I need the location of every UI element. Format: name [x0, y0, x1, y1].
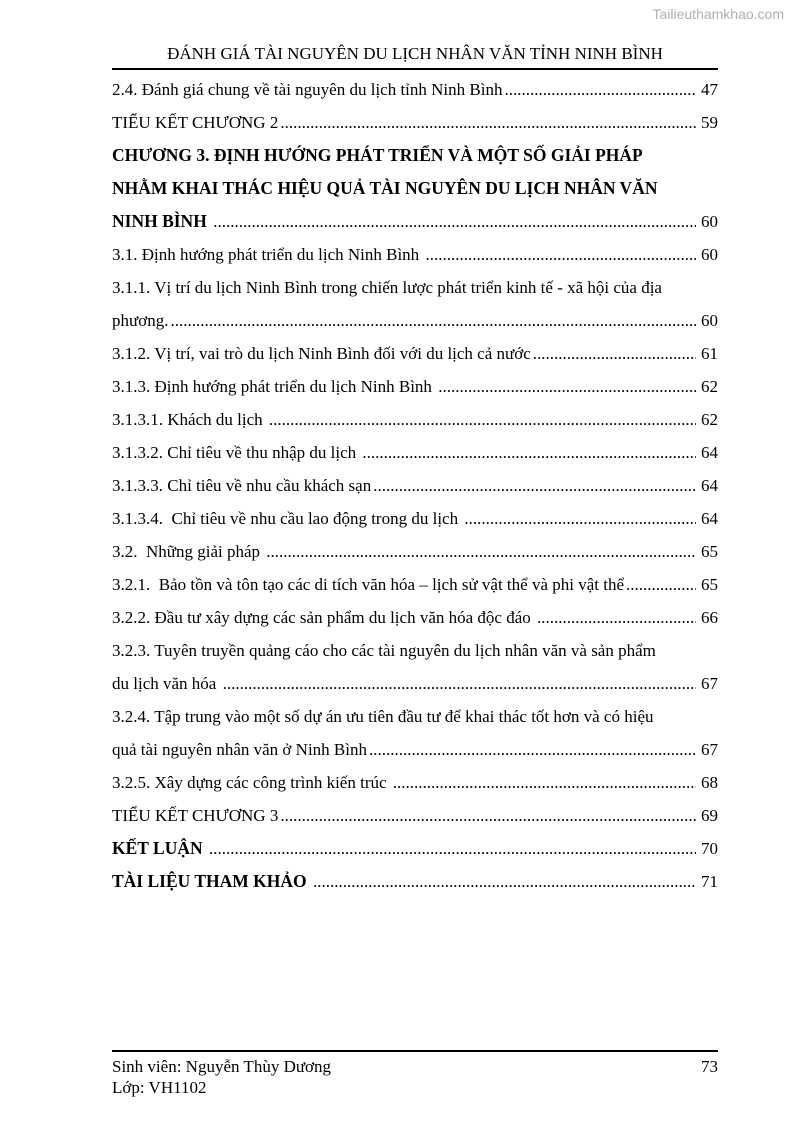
dot-leader [170, 304, 696, 337]
toc-page-number: 61 [701, 344, 718, 363]
dot-leader [213, 205, 696, 238]
toc-page-number: 60 [701, 311, 718, 330]
toc-entry-text: 3.1.2. Vị trí, vai trò du lịch Ninh Bình đối với du lịch cả nước [112, 344, 531, 363]
dot-leader [269, 403, 696, 436]
toc-entry-3-1-3-1[interactable] [112, 403, 718, 436]
toc-page-number: 66 [701, 608, 718, 627]
toc-entry-3-2[interactable] [112, 535, 718, 568]
table-of-contents [112, 73, 718, 898]
dot-leader [280, 106, 696, 139]
toc-entry-chuong-3[interactable] [112, 139, 718, 238]
dot-leader [533, 337, 696, 370]
footer-student-name: Sinh viên: Nguyễn Thùy Dương [112, 1057, 332, 1076]
toc-entry-text: TIỂU KẾT CHƯƠNG 2 [112, 113, 279, 132]
toc-entry-2-4[interactable] [112, 73, 718, 106]
toc-entry-text: 3.1. Định hướng phát triển du lịch Ninh Bình [112, 245, 424, 264]
toc-entry-3-1-3[interactable] [112, 370, 718, 403]
toc-page-number: 59 [701, 113, 718, 132]
dot-leader [438, 370, 696, 403]
toc-entry-3-2-5[interactable] [112, 766, 718, 799]
dot-leader [209, 832, 696, 865]
toc-entry-text-line2: NHẰM KHAI THÁC HIỆU QUẢ TÀI NGUYÊN DU LỊCH NHÂN VĂN [112, 178, 658, 198]
dot-leader [280, 799, 696, 832]
toc-page-number: 62 [701, 377, 718, 396]
dot-leader [626, 568, 696, 601]
toc-entry-text: 3.1.3.2. Chỉ tiêu về thu nhập du lịch [112, 443, 361, 462]
dot-leader [362, 436, 696, 469]
toc-entry-3-1[interactable] [112, 238, 718, 271]
dot-leader [266, 535, 696, 568]
toc-entry-text-line1: 3.2.3. Tuyên truyền quảng cáo cho các tài nguyên du lịch nhân văn và sản phẩm [112, 641, 656, 660]
toc-page-number: 67 [701, 674, 718, 693]
dot-leader [537, 601, 696, 634]
toc-entry-text: 3.2.1. Bảo tồn và tôn tạo các di tích văn hóa – lịch sử vật thể và phi vật thể [112, 575, 625, 594]
toc-entry-text: 3.1.3.4. Chỉ tiêu về nhu cầu lao động trong du lịch [112, 509, 463, 528]
watermark: Tailieuthamkhao.com [652, 6, 784, 22]
toc-entry-text-line2: quả tài nguyên nhân văn ở Ninh Bình [112, 740, 367, 759]
footer-page-number: 73 [701, 1057, 718, 1076]
toc-entry-ket-luan[interactable] [112, 832, 718, 865]
toc-entry-text: 3.2. Những giải pháp [112, 542, 265, 561]
toc-entry-3-1-3-3[interactable] [112, 469, 718, 502]
toc-page-number: 64 [701, 443, 718, 462]
toc-entry-3-2-4[interactable] [112, 700, 718, 766]
toc-entry-text: TÀI LIỆU THAM KHẢO [112, 871, 312, 891]
toc-entry-text: 3.1.3.1. Khách du lịch [112, 410, 267, 429]
footer-class: Lớp: VH1102 [112, 1078, 207, 1097]
toc-page-number: 62 [701, 410, 718, 429]
dot-leader [313, 865, 696, 898]
dot-leader [425, 238, 696, 271]
toc-entry-text: 3.2.5. Xây dựng các công trình kiến trúc [112, 773, 391, 792]
dot-leader [504, 73, 696, 106]
dot-leader [373, 469, 696, 502]
toc-entry-text: 3.1.3.3. Chỉ tiêu về nhu cầu khách sạn [112, 476, 372, 495]
toc-entry-tai-lieu-tham-khao[interactable] [112, 865, 718, 898]
toc-entry-text: 2.4. Đánh giá chung về tài nguyên du lịch tỉnh Ninh Bình [112, 80, 503, 99]
toc-entry-text: 3.2.2. Đầu tư xây dựng các sản phẩm du lịch văn hóa độc đáo [112, 608, 536, 627]
toc-entry-3-2-3[interactable] [112, 634, 718, 700]
toc-page-number: 65 [701, 575, 718, 594]
toc-entry-text-line1: CHƯƠNG 3. ĐỊNH HƯỚNG PHÁT TRIỂN VÀ MỘT SỐ GIẢI PHÁP [112, 145, 643, 165]
toc-entry-text-line1: 3.2.4. Tập trung vào một số dự án ưu tiên đầu tư để khai thác tốt hơn và có hiệu [112, 707, 654, 726]
dot-leader [369, 733, 696, 766]
toc-entry-3-1-2[interactable] [112, 337, 718, 370]
toc-entry-tieu-ket-3[interactable] [112, 799, 718, 832]
dot-leader [464, 502, 696, 535]
toc-entry-text: TIỂU KẾT CHƯƠNG 3 [112, 806, 279, 825]
toc-page-number: 67 [701, 740, 718, 759]
toc-page-number: 60 [701, 245, 718, 264]
toc-page-number: 64 [701, 476, 718, 495]
toc-page-number: 71 [701, 872, 718, 891]
toc-page-number: 65 [701, 542, 718, 561]
toc-entry-3-1-1[interactable] [112, 271, 718, 337]
dot-leader [393, 766, 696, 799]
dot-leader [223, 667, 696, 700]
toc-entry-3-1-3-2[interactable] [112, 436, 718, 469]
toc-entry-text-line2: du lịch văn hóa [112, 674, 221, 693]
toc-entry-3-2-1[interactable] [112, 568, 718, 601]
running-header: ĐÁNH GIÁ TÀI NGUYÊN DU LỊCH NHÂN VĂN TỈNH NINH BÌNH [112, 44, 718, 70]
toc-entry-text: 3.1.3. Định hướng phát triển du lịch Ninh Bình [112, 377, 437, 396]
toc-entry-text: KẾT LUẬN [112, 838, 207, 858]
toc-page-number: 70 [701, 839, 718, 858]
page-footer [112, 1050, 718, 1098]
toc-page-number: 60 [701, 212, 718, 231]
toc-entry-3-2-2[interactable] [112, 601, 718, 634]
toc-entry-text-line1: 3.1.1. Vị trí du lịch Ninh Bình trong chiến lược phát triển kinh tế - xã hội của địa [112, 278, 662, 297]
toc-entry-text-line2: phương. [112, 311, 169, 330]
toc-entry-text-line3: NINH BÌNH [112, 211, 212, 231]
toc-entry-tieu-ket-2[interactable] [112, 106, 718, 139]
toc-page-number: 68 [701, 773, 718, 792]
toc-page-number: 64 [701, 509, 718, 528]
toc-entry-3-1-3-4[interactable] [112, 502, 718, 535]
toc-page-number: 69 [701, 806, 718, 825]
toc-page-number: 47 [701, 80, 718, 99]
